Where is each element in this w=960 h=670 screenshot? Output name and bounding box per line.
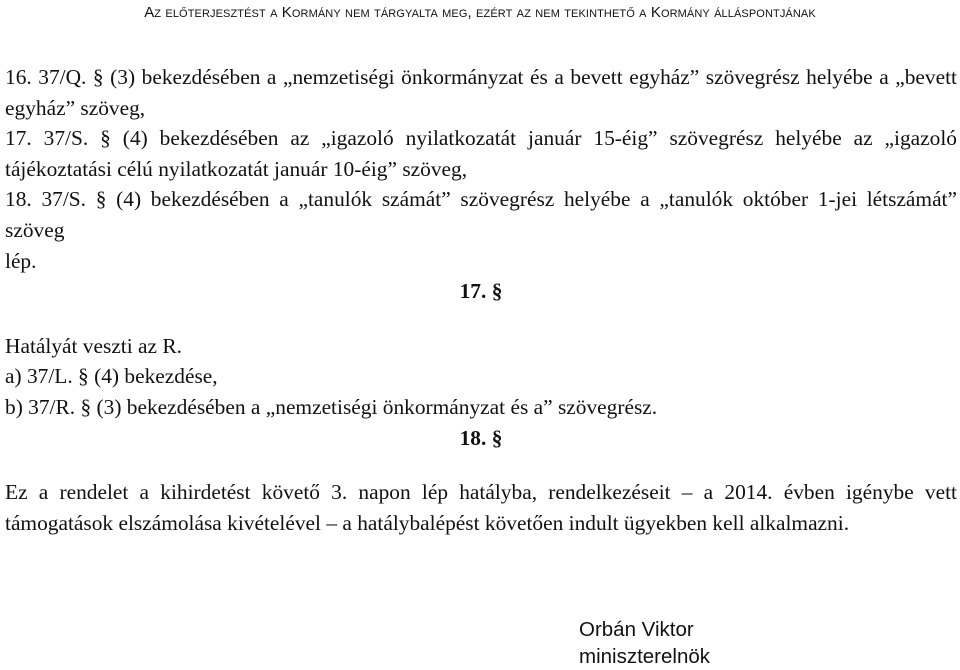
spacer xyxy=(5,453,957,477)
section-18-text: Ez a rendelet a kihirdetést követő 3. napon lép hatályba, rendelkezéseit – a 2014. évben igénybe vett támogatások elszámolása kivételével – a hatálybalépést követően indult ügyekben kell alkalmazni. xyxy=(5,480,957,535)
page-header: Az előterjesztést a Kormány nem tárgyalta meg, ezért az nem tekinthető a Kormány álláspontjának xyxy=(144,4,816,21)
section-18-heading: 18. § xyxy=(459,425,503,450)
paragraph-18: 18. 37/S. § (4) bekezdésében a „tanulók számát” szövegrész helyébe a „tanulók október 1-jei létszámát” szöveg xyxy=(5,187,957,242)
document-body xyxy=(5,62,957,538)
paragraph-lep: lép. xyxy=(5,248,37,273)
section-17-item-b: b) 37/R. § (3) bekezdésében a „nemzetiségi önkormányzat és a” szövegrész. xyxy=(5,394,658,419)
section-17-intro: Hatályát veszti az R. xyxy=(5,333,182,358)
paragraph-17: 17. 37/S. § (4) bekezdésében az „igazoló nyilatkozatát január 15-éig” szövegrész helyébe az „igazoló tájékoztatási célú nyilatkozatát január 10-éig” szöveg, xyxy=(5,126,957,181)
spacer xyxy=(5,307,957,331)
section-17-item-a: a) 37/L. § (4) bekezdése, xyxy=(5,364,218,389)
section-17-heading: 17. § xyxy=(459,279,503,304)
signature-name: Orbán Viktor xyxy=(579,618,694,641)
signature-block xyxy=(579,616,710,670)
paragraph-16: 16. 37/Q. § (3) bekezdésében a „nemzetiségi önkormányzat és a bevett egyház” szövegrész helyébe a „bevett egyház” szöveg, xyxy=(5,65,957,120)
signature-title: miniszterelnök xyxy=(579,645,711,668)
